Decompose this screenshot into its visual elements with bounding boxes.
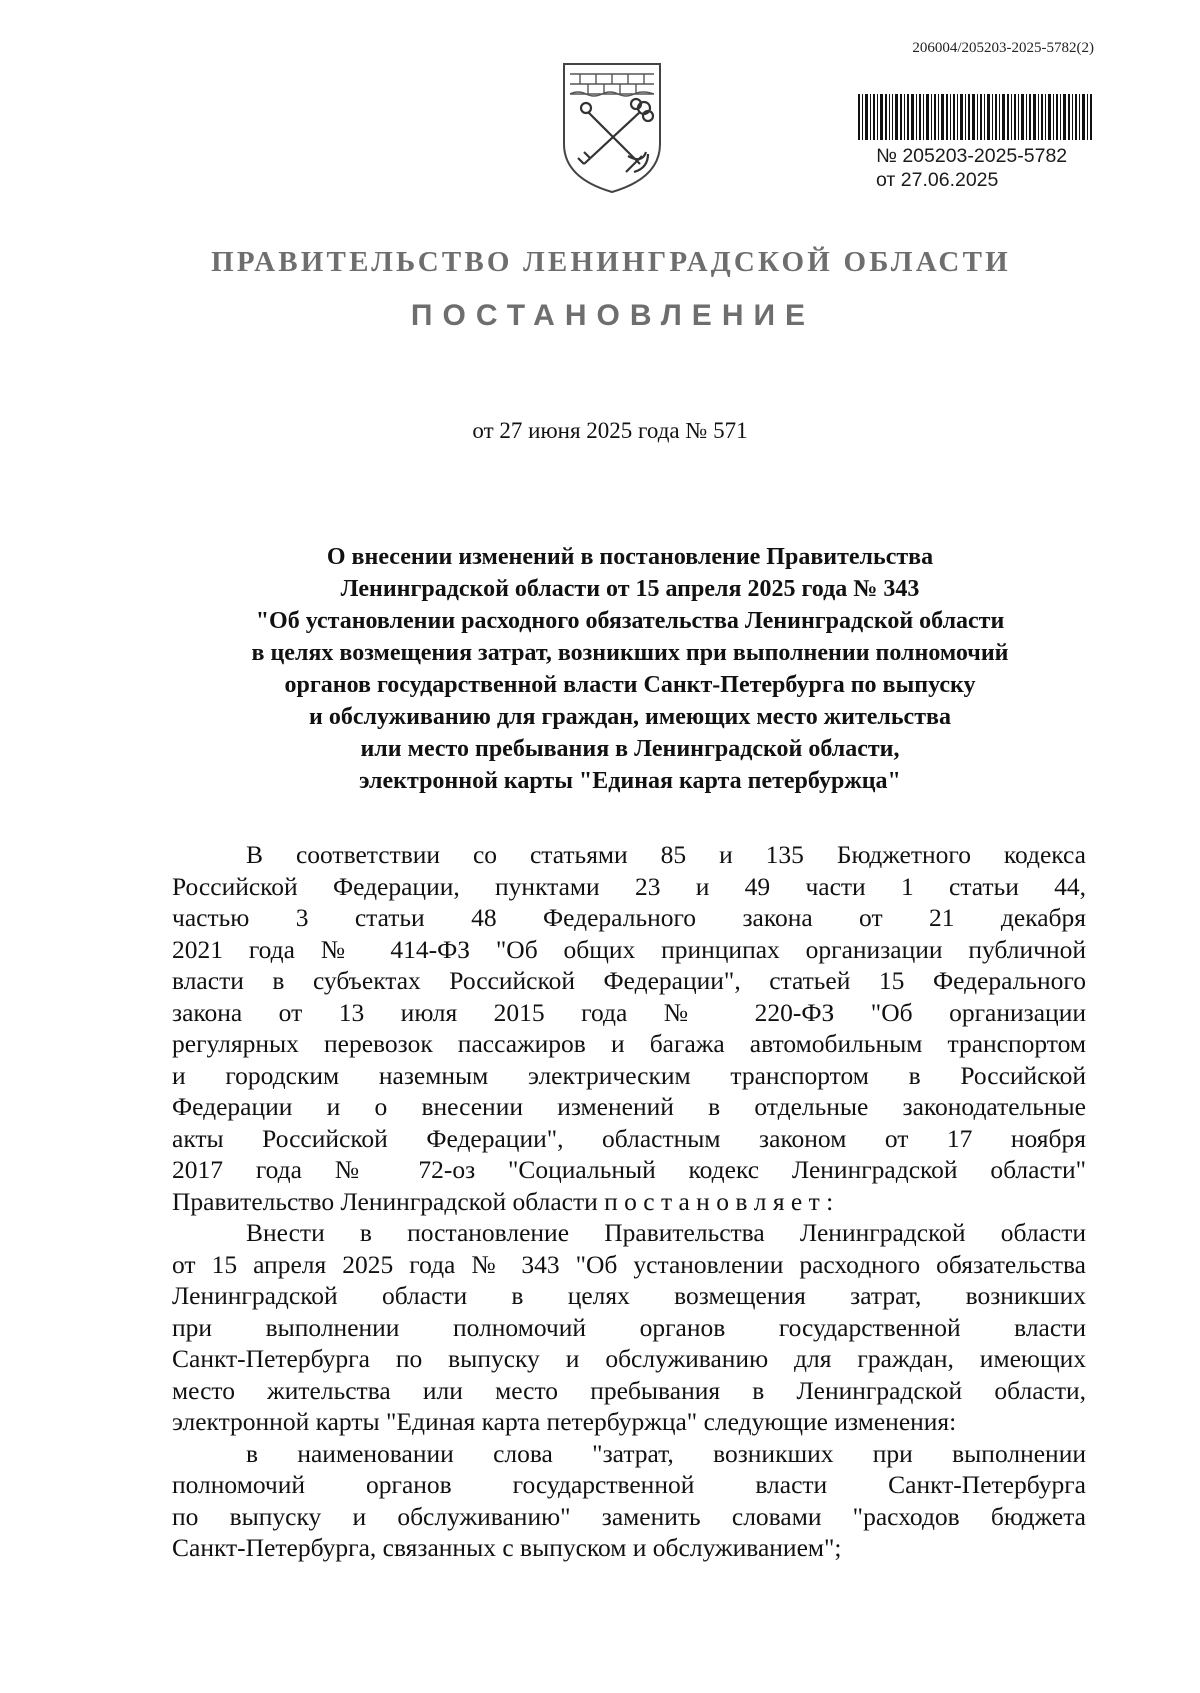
document-type: ПОСТАНОВЛЕНИЕ	[410, 299, 816, 332]
heading-line: органов государственной власти Санкт-Петербурга по выпуску	[284, 672, 976, 698]
document-date-number: от 27 июня 2025 года № 571	[472, 418, 748, 443]
body-line: Российской Федерации, пунктами 23 и 49 части 1 статьи 44,	[172, 871, 1086, 901]
body-line: электронной карты "Единая карта петербуржца" следующие изменения:	[172, 1407, 957, 1436]
coat-of-arms-icon	[556, 60, 668, 196]
heading-line: Ленинградской области от 15 апреля 2025 года № 343	[340, 576, 920, 602]
body-line: 2017 года № 72-оз "Социальный кодекс Ленинградской области"	[172, 1155, 1086, 1184]
body-line: полномочий органов государственной власти Санкт-Петербурга	[172, 1470, 1086, 1499]
body-line: власти в субъектах Российской Федерации", статьей 15 Федерального	[172, 966, 1086, 995]
body-line: в наименовании слова "затрат, возникших при выполнении	[246, 1438, 1086, 1468]
body-line: регулярных перевозок пассажиров и багажа автомобильным транспортом	[172, 1029, 1086, 1058]
heading-line: или место пребывания в Ленинградской области,	[360, 736, 900, 762]
registration-number: № 205203-2025-5782	[876, 145, 1068, 167]
body-line: Федерации и о внесении изменений в отдельные законодательные	[172, 1092, 1086, 1121]
body-line: Внести в постановление Правительства Ленинградской области	[246, 1218, 1086, 1247]
heading-line: О внесении изменений в постановление Правительства	[326, 544, 934, 570]
body-line: и городским наземным электрическим транспортом в Российской	[172, 1060, 1086, 1090]
body-line: Санкт-Петербурга по выпуску и обслуживанию для граждан, имеющих	[172, 1344, 1086, 1373]
heading-line: в целях возмещения затрат, возникших при выполнении полномочий	[251, 640, 1009, 666]
body-line: 2021 года № 414-ФЗ "Об общих принципах организации публичной	[172, 934, 1086, 964]
government-title: ПРАВИТЕЛЬСТВО ЛЕНИНГРАДСКОЙ ОБЛАСТИ	[211, 246, 1011, 278]
body-line: Ленинградской области в целях возмещения затрат, возникших	[172, 1281, 1086, 1310]
body-line: при выполнении полномочий органов государственной власти	[172, 1312, 1086, 1342]
barcode-icon	[858, 94, 1094, 140]
heading-line: и обслуживанию для граждан, имеющих место жительства	[309, 704, 951, 730]
registration-date: от 27.06.2025	[876, 169, 999, 191]
body-line: место жительства или место пребывания в Ленинградской области,	[172, 1375, 1086, 1405]
document-heading	[160, 541, 1100, 797]
body-line: В соответствии со статьями 85 и 135 Бюджетного кодекса	[246, 840, 1086, 869]
registration-block	[876, 144, 1067, 192]
body-line: Правительство Ленинградской области п о с т а н о в л я е т :	[172, 1186, 834, 1216]
body-line: по выпуску и обслуживанию" заменить словами "расходов бюджета	[172, 1501, 1086, 1531]
document-body	[172, 839, 1086, 1564]
heading-line: электронной карты "Единая карта петербуржца"	[359, 768, 901, 794]
body-line: Санкт-Петербурга, связанных с выпуском и обслуживанием";	[172, 1533, 842, 1562]
body-line: частью 3 статьи 48 Федерального закона от 21 декабря	[172, 903, 1086, 932]
body-line: акты Российской Федерации", областным законом от 17 ноября	[172, 1123, 1086, 1153]
body-line: от 15 апреля 2025 года № 343 "Об установлении расходного обязательства	[172, 1249, 1086, 1279]
document-code: 206004/205203-2025-5782(2)	[912, 40, 1094, 56]
body-line: закона от 13 июля 2015 года № 220-ФЗ "Об организации	[172, 997, 1086, 1027]
heading-line: "Об установлении расходного обязательства Ленинградской области	[255, 608, 1005, 634]
